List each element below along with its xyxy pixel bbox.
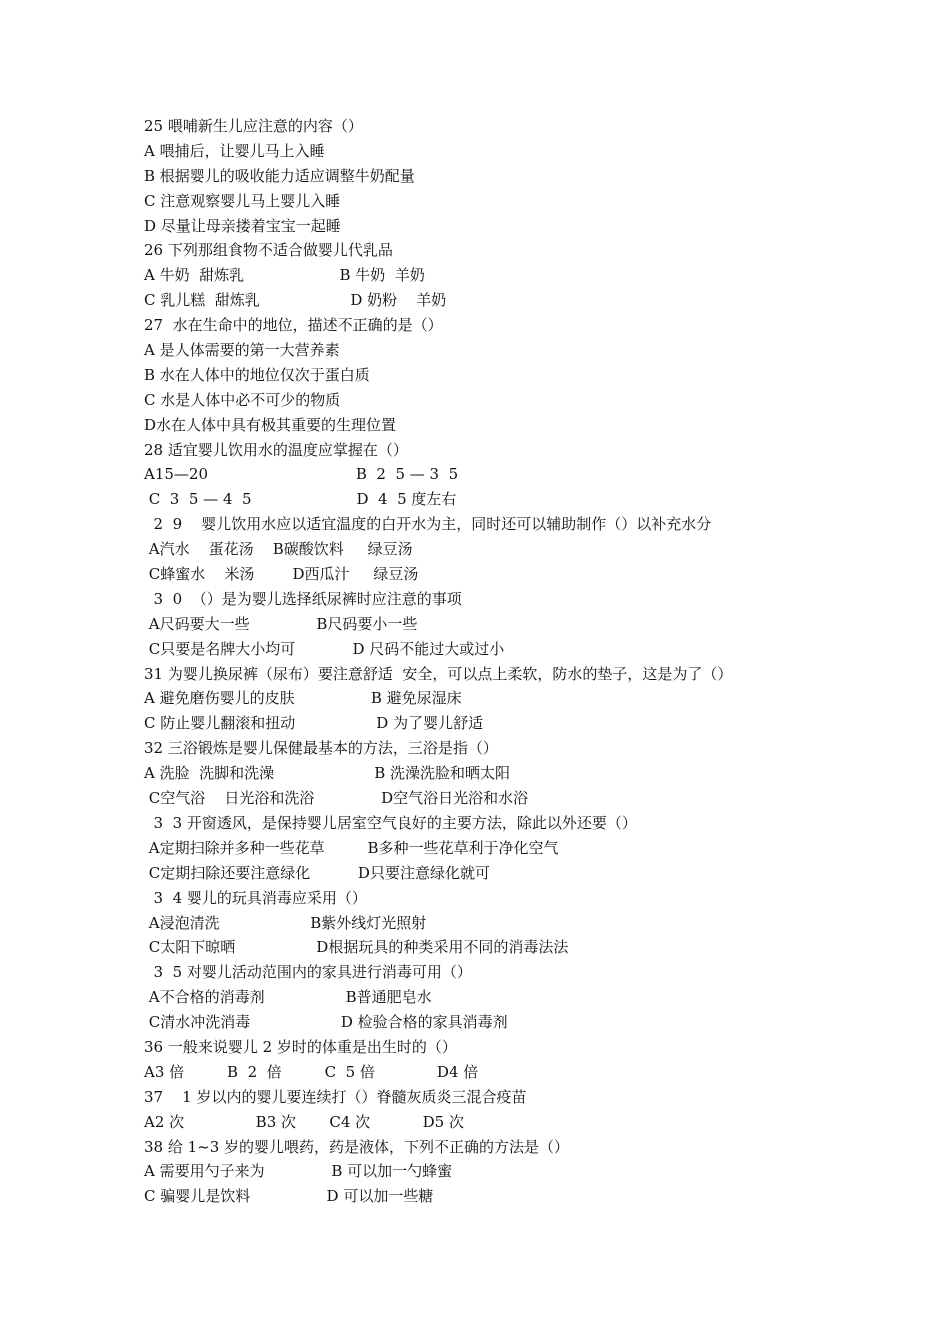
question-line: 3 5 对婴儿活动范围内的家具进行消毒可用（）	[144, 963, 472, 982]
option-line: A不合格的消毒剂 B普通肥皂水	[144, 988, 432, 1007]
option-line: A 是人体需要的第一大营养素	[144, 341, 340, 360]
question-line: 38 给 1~3 岁的婴儿喂药，药是液体，下列不正确的方法是（）	[144, 1137, 570, 1156]
option-line: A浸泡清洗 B紫外线灯光照射	[144, 913, 427, 932]
option-line: D 尽量让母亲搂着宝宝一起睡	[144, 216, 341, 235]
question-line: 36 一般来说婴儿 2 岁时的体重是出生时的（）	[144, 1037, 457, 1056]
question-line: 3 3 开窗透风，是保持婴儿居室空气良好的主要方法，除此以外还要（）	[144, 813, 637, 832]
question-line: 26 下列那组食物不适合做婴儿代乳品	[144, 241, 393, 260]
option-line: A 避免磨伤婴儿的皮肤 B 避免尿湿床	[144, 689, 462, 708]
question-line: 3 0 （）是为婴儿选择纸尿裤时应注意的事项	[144, 589, 462, 608]
question-line: 27 水在生命中的地位，描述不正确的是（）	[144, 316, 443, 335]
option-line: D水在人体中具有极其重要的生理位置	[144, 415, 397, 434]
option-line: A15—20 B 2 5 — 3 5	[144, 465, 459, 484]
option-line: C 防止婴儿翻滚和扭动 D 为了婴儿舒适	[144, 714, 484, 733]
option-line: A定期扫除并多种一些花草 B多种一些花草利于净化空气	[144, 838, 559, 857]
option-line: A尺码要大一些 B尺码要小一些	[144, 614, 418, 633]
question-line: 31 为婴儿换尿裤（尿布）要注意舒适 安全，可以点上柔软，防水的垫子，这是为了（）	[144, 664, 733, 683]
option-line: C蜂蜜水 米汤 D西瓜汁 绿豆汤	[144, 565, 419, 584]
option-line: C太阳下晾晒 D根据玩具的种类采用不同的消毒法法	[144, 938, 569, 957]
option-line: A 牛奶 甜炼乳 B 牛奶 羊奶	[144, 266, 425, 285]
option-line: A2 次 B3 次 C4 次 D5 次	[144, 1112, 464, 1131]
option-line: C只要是名牌大小均可 D 尺码不能过大或过小	[144, 639, 505, 658]
question-line: 2 9 婴儿饮用水应以适宜温度的白开水为主，同时还可以辅助制作（）以补充水分	[144, 515, 712, 534]
option-line: C 3 5 — 4 5 D 4 5 度左右	[144, 490, 457, 509]
question-line: 37 1 岁以内的婴儿要连续打（）脊髓灰质炎三混合疫苗	[144, 1087, 527, 1106]
option-line: A汽水 蛋花汤 B碳酸饮料 绿豆汤	[144, 540, 413, 559]
option-line: A 喂捕后，让婴儿马上入睡	[144, 141, 325, 160]
question-line: 25 喂哺新生儿应注意的内容（）	[144, 117, 363, 135]
option-line: C 乳儿糕 甜炼乳 D 奶粉 羊奶	[144, 291, 447, 310]
option-line: A3 倍 B 2 倍 C 5 倍 D4 倍	[144, 1062, 479, 1081]
option-line: C空气浴 日光浴和洗浴 D空气浴日光浴和水浴	[144, 789, 529, 808]
question-line: 32 三浴锻炼是婴儿保健最基本的方法，三浴是指（）	[144, 739, 498, 758]
option-line: B 根据婴儿的吸收能力适应调整牛奶配量	[144, 166, 415, 185]
question-line: 28 适宜婴儿饮用水的温度应掌握在（）	[144, 440, 408, 459]
question-list	[144, 114, 844, 1209]
option-line: A 需要用勺子来为 B 可以加一勺蜂蜜	[144, 1162, 453, 1181]
option-line: C定期扫除还要注意绿化 D只要注意绿化就可	[144, 863, 490, 882]
option-line: A 洗脸 洗脚和洗澡 B 洗澡洗脸和晒太阳	[144, 764, 511, 783]
option-line: C清水冲洗消毒 D 检验合格的家具消毒剂	[144, 1013, 508, 1032]
option-line: C 水是人体中必不可少的物质	[144, 390, 341, 409]
option-line: B 水在人体中的地位仅次于蛋白质	[144, 365, 370, 384]
option-line: C 骗婴儿是饮料 D 可以加一些糖	[144, 1187, 434, 1206]
option-line: C 注意观察婴儿马上婴儿入睡	[144, 191, 341, 210]
question-line: 3 4 婴儿的玩具消毒应采用（）	[144, 888, 367, 907]
